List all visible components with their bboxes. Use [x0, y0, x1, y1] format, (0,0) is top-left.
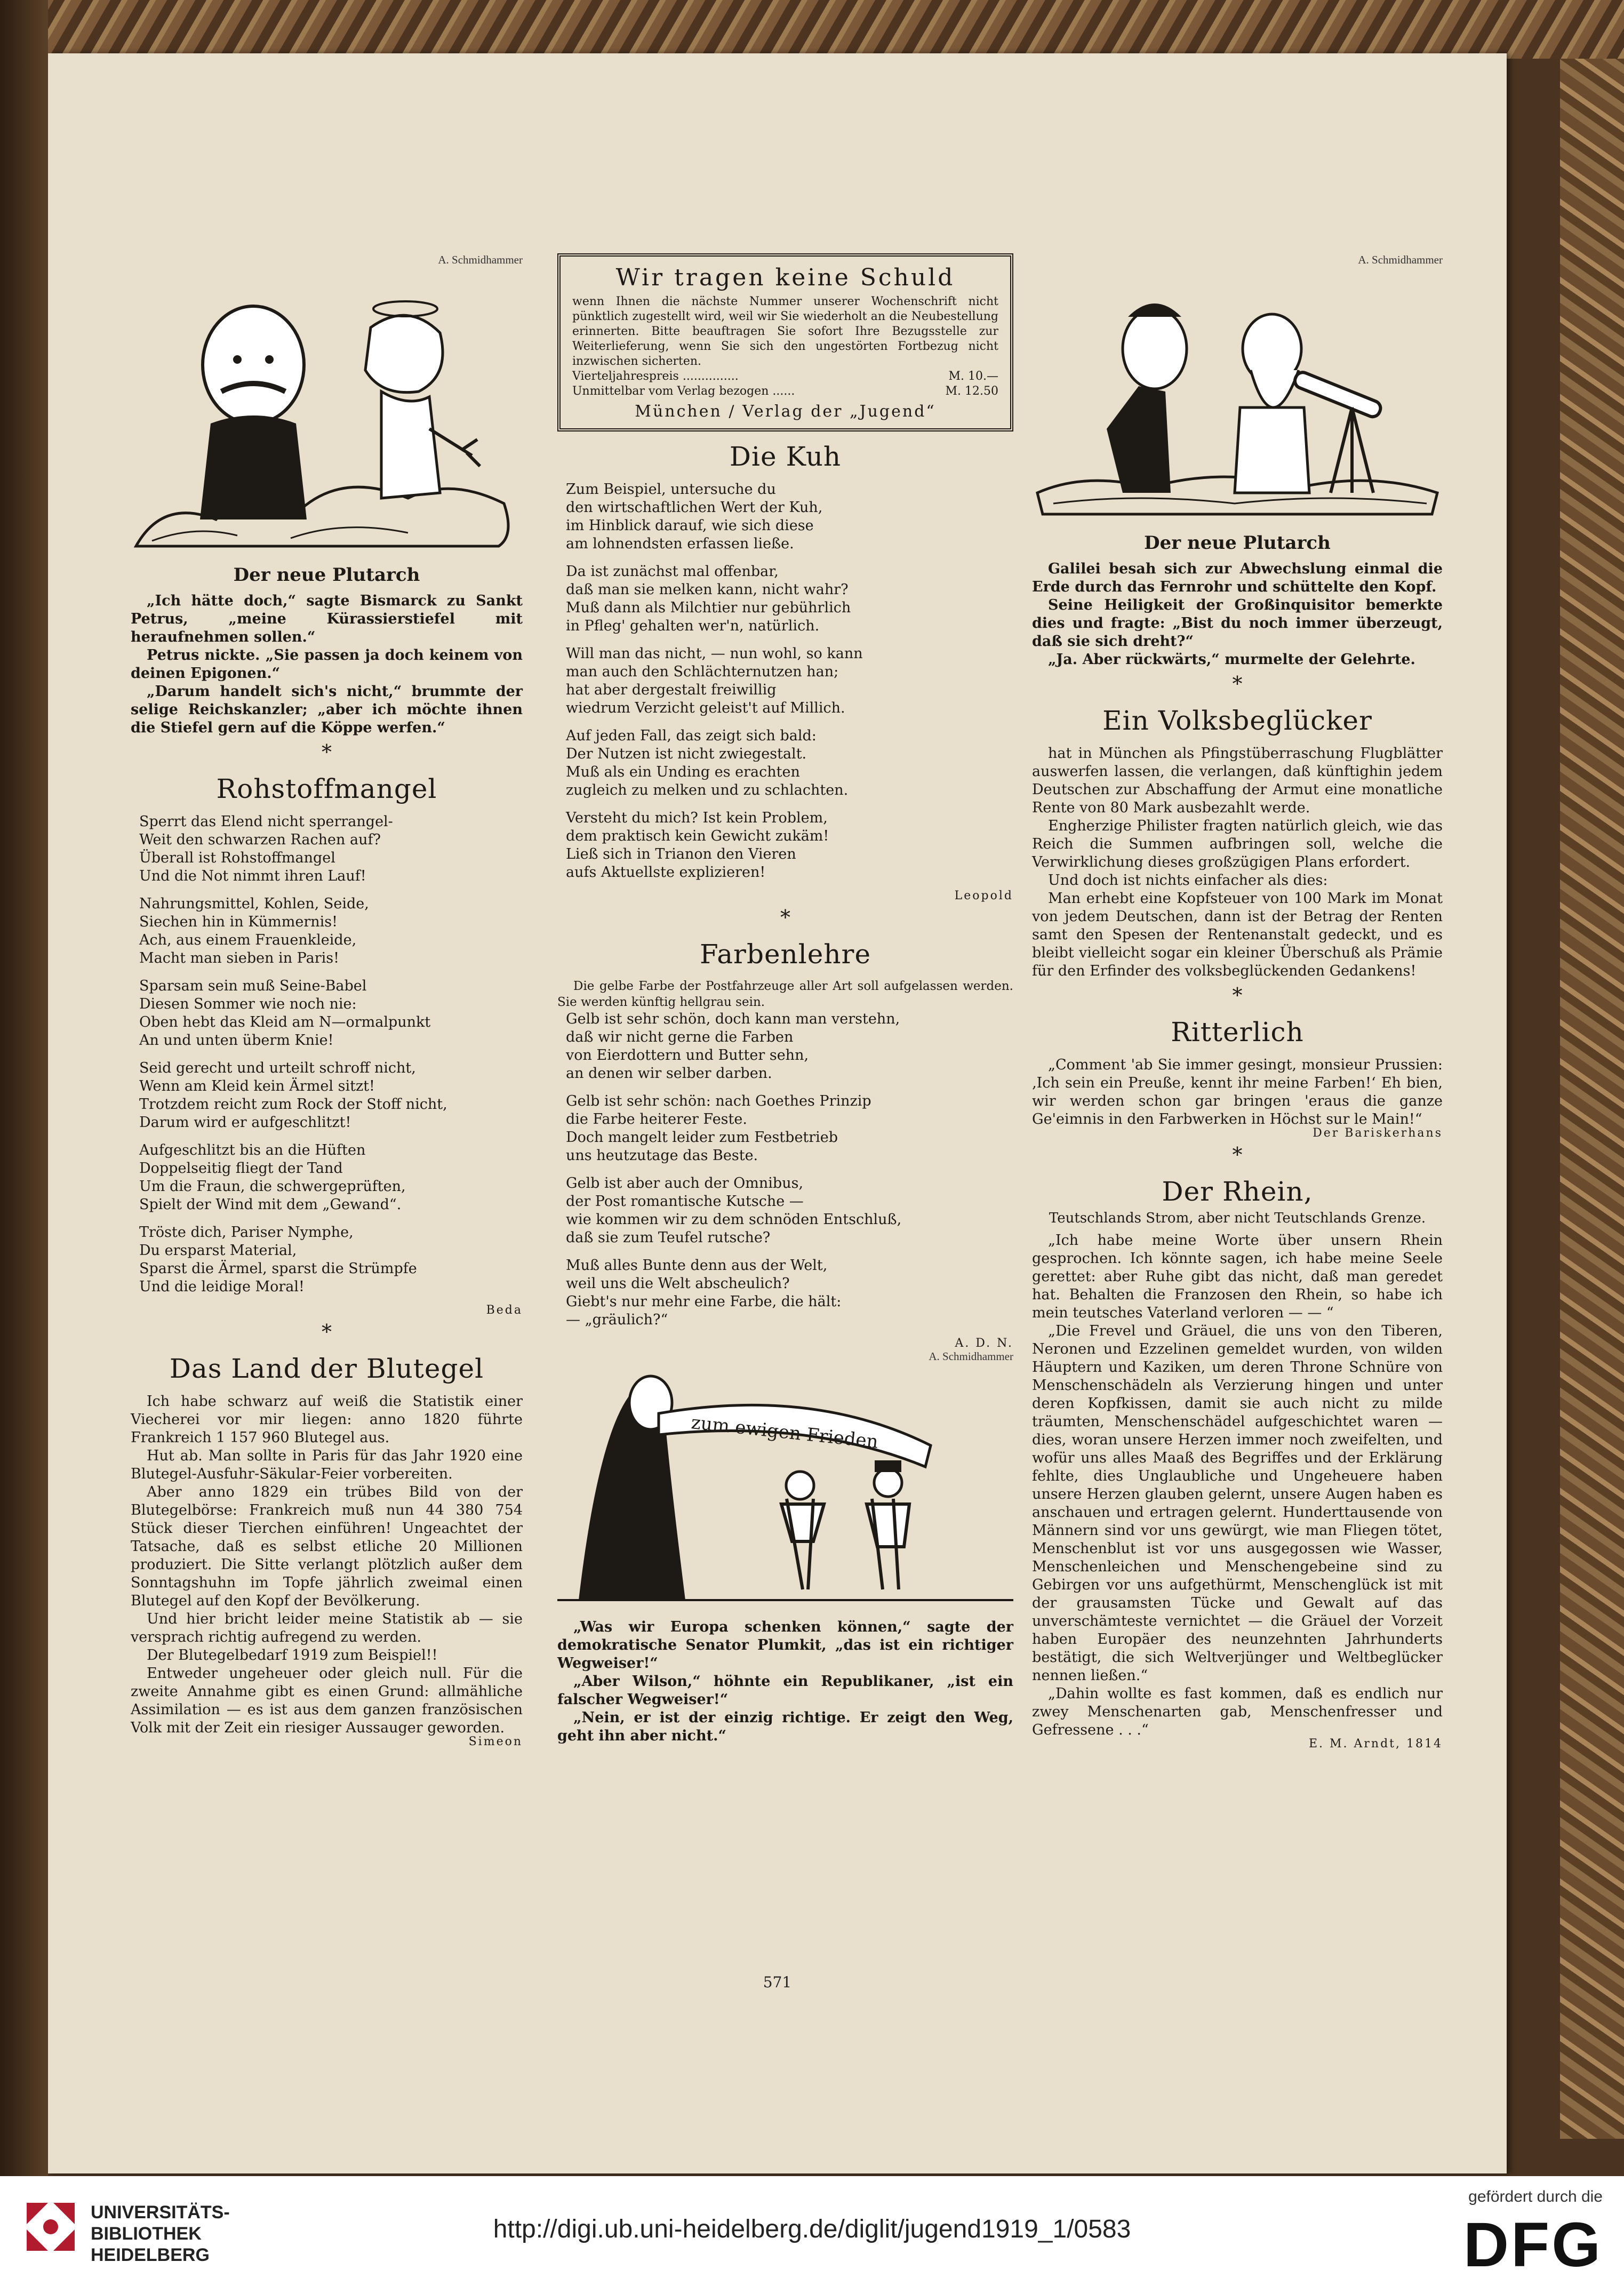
- article-paragraph: Und hier bricht leider meine Statistik ab — sie versprach richtig aufregend zu werden.: [131, 1611, 523, 1645]
- university-library-name: UNIVERSITÄTS- BIBLIOTHEK HEIDELBERG: [91, 2202, 230, 2265]
- author-signature: Der Bariskerhans: [1313, 1126, 1443, 1140]
- article-title: Rohstoffmangel: [216, 773, 437, 804]
- article-paragraph: Hut ab. Man sollte in Paris für das Jahr 1920 eine Blutegel-Ausfuhr-Säkular-Feier vorbereiten.: [131, 1448, 523, 1482]
- author-signature: Simeon: [468, 1735, 523, 1748]
- poem-stanza: Sperrt das Elend nicht sperrangel- Weit den schwarzen Rachen auf? Überall ist Rohstoffmangel Und die Not nimmt ihren Lauf!: [139, 813, 393, 884]
- article-subtitle: Teutschlands Strom, aber nicht Teutschlands Grenze.: [1049, 1210, 1426, 1226]
- anecdote-paragraph: „Darum handelt sich's nicht,“ brummte der selige Reichskanzler; „aber ich möchte ihnen die Stiefel gern auf die Köppe werfen.“: [131, 683, 523, 736]
- page-number: 571: [763, 1973, 792, 1991]
- marbled-binding-edge: [1560, 59, 1624, 2139]
- section-divider: *: [1232, 984, 1243, 1007]
- poem-stanza: Muß alles Bunte denn aus der Welt, weil uns die Welt abscheulich? Giebt's nur mehr eine Farbe, die hält: — „gräulich?“: [566, 1257, 842, 1328]
- column-right: [1032, 253, 1443, 1751]
- author-signature: Beda: [486, 1304, 523, 1317]
- anecdote-paragraph: Petrus nickte. „Sie passen ja doch keinem von deinen Epigonen.“: [131, 647, 523, 682]
- signpost-banner-text: zum ewigen Frieden: [690, 1412, 879, 1453]
- cartoon-caption: „Aber Wilson,“ höhnte ein Republikaner, „ist ein falscher Wegweiser!“: [557, 1673, 1013, 1708]
- galilei-cartoon: [1032, 269, 1443, 519]
- wilson-signpost-cartoon: [557, 1365, 1013, 1611]
- article-paragraph: Entweder ungeheuer oder gleich null. Für die zweite Annahme gibt es einen Grund: allmähliche Assimilation — es ist aus dem ganzen französischen Volk mit der Zeit ein riesiger Aussauger geworden.: [131, 1665, 523, 1736]
- notice-title: Wir tragen keine Schuld: [615, 264, 955, 291]
- article-title: Die Kuh: [729, 441, 842, 472]
- anecdote-paragraph: „Ja. Aber rückwärts,“ murmelte der Gelehrte.: [1048, 651, 1415, 668]
- notice-text: wenn Ihnen die nächste Nummer unserer Wochenschrift nicht pünktlich zugestellt wird, weil wir Sie wiederholt an die Neubestellung erinnerten. Bitte beauftragen Sie sofort Ihre Bezugsstelle zur Weiterlieferung, wenn Sie sich den ungestörten Fortbezug nicht inzwischen sicherten.: [572, 295, 998, 368]
- column-middle: [557, 253, 1013, 1745]
- article-title: Ritterlich: [1171, 1017, 1304, 1048]
- dfg-logo: DFG: [1463, 2210, 1603, 2280]
- section-divider: *: [1232, 1143, 1243, 1166]
- article-paragraph: Engherzige Philister fragten natürlich gleich, wie das Reich die Summen aufbringen soll, welche die Verwirklichung dieses großzügigen Plans erfordert.: [1032, 818, 1443, 870]
- funding-note: gefördert durch die: [1468, 2188, 1603, 2205]
- article-paragraph: „Die Frevel und Gräuel, die uns von den Tiberen, Neronen und Ezzelinen gemeldet wurden, von wilden Häuptern und Kaziken, um deren Throne Schnüre von Menschenschädeln als Verzierung hingen und unter deren Kopfkissen, damit sie auch nicht zu milde träumten, Menschenschädel aufgeschichtet waren — dies, woran unsere Herzen immer noch zweifelten, und wofür uns alles Maaß des Begriffes und der Erklärung fehlte, dies Unglaubliche und Ungeheuere haben unsere Herzen glauben gelernt, unsere Augen haben es anschauen und ertragen gelernt. Hunderttausende von Männern sind vor uns gewürgt, wie man Fliegen tötet, Menschenblut ist vor uns ausgegossen wie Wasser, Menschenleichen und Menschengebeine sind zu Gebirgen vor uns aufgethürmt, Menschenglück ist mit der grausamsten Tücke und Gewalt auf das unverschämteste vernichtet — die Gräuel der Vorzeit haben Europäer des neunzehnten Jahrhunderts bestätigt, die sich Weltverjünger und Weltbeglücker nennen ließen.“: [1032, 1323, 1443, 1684]
- poem-stanza: Seid gerecht und urteilt schroff nicht, Wenn am Kleid kein Ärmel sitzt! Trotzdem reicht zum Rock der Stoff nicht, Darum wird er aufgeschlitzt!: [139, 1060, 447, 1131]
- poem-stanza: Gelb ist aber auch der Omnibus, der Post romantische Kutsche — wie kommen wir zu dem schnöden Entschluß, daß sie zum Teufel rutsche?: [566, 1175, 902, 1246]
- bismarck-petrus-cartoon: [131, 269, 523, 551]
- price-line: Vierteljahrespreis ............... M. 10.—: [572, 370, 998, 383]
- poem-stanza: Versteht du mich? Ist kein Problem, dem praktisch kein Gewicht zukäm! Ließ sich in Trianon den Vieren aufs Aktuellste explizieren!: [566, 810, 829, 881]
- article-intro: Die gelbe Farbe der Postfahrzeuge aller Art soll aufgelassen werden. Sie werden künftig hellgrau sein.: [557, 979, 1013, 1009]
- illustrator-credit: A. Schmidhammer: [438, 253, 523, 266]
- article-paragraph: „Comment 'ab Sie immer gesingt, monsieur Prussien: ‚Ich sein ein Preuße, kennt ihr meine Farben!‘ Eh bien, wir werden schon gar bringen 'eraus die ganze Ge'eimnis in den Farbwerken in Höchst sur le Main!“: [1032, 1057, 1443, 1128]
- poem-stanza: Nahrungsmittel, Kohlen, Seide, Siechen hin in Kümmernis! Ach, aus einem Frauenkleide, Macht man sieben in Paris!: [139, 896, 369, 966]
- price-line: Unmittelbar vom Verlag bezogen ...... M. 12.50: [572, 385, 998, 398]
- article-paragraph: Der Blutegelbedarf 1919 zum Beispiel!!: [147, 1647, 438, 1664]
- section-divider: *: [1232, 672, 1243, 696]
- article-paragraph: hat in München als Pfingstüberraschung Flugblätter auswerfen lassen, die verlangen, daß künftighin jedem Deutschen zur Abschaffung der Armut eine monatliche Rente von 80 Mark ausbezahlt werde.: [1032, 745, 1443, 816]
- marbled-binding-top: [43, 0, 1624, 59]
- section-heading: Der neue Plutarch: [1144, 532, 1331, 554]
- illustrator-credit: A. Schmidhammer: [929, 1350, 1013, 1363]
- cartoon-caption: „Nein, er ist der einzig richtige. Er zeigt den Weg, geht ihn aber nicht.“: [557, 1709, 1013, 1744]
- subscription-notice-box: [557, 253, 1013, 431]
- poem-stanza: Gelb ist sehr schön: nach Goethes Prinzip die Farbe heiterer Feste. Doch mangelt leider zum Festbetrieb uns heutzutage das Beste.: [566, 1093, 871, 1164]
- poem-stanza: Da ist zunächst mal offenbar, daß man sie melken kann, nicht wahr? Muß dann als Milchtier nur gebührlich in Pfleg' gehalten wer'n, natürlich.: [566, 563, 851, 634]
- article-paragraph: Ich habe schwarz auf weiß die Statistik einer Viecherei vor mir liegen: anno 1820 führte Frankreich 1 157 960 Blutegel aus.: [131, 1393, 523, 1446]
- article-paragraph: Und doch ist nichts einfacher als dies:: [1048, 872, 1328, 889]
- article-title: Das Land der Blutegel: [169, 1353, 484, 1384]
- cartoon-caption: „Was wir Europa schenken können,“ sagte der demokratische Senator Plumkit, „das ist ein richtiger Wegweiser!“: [557, 1619, 1013, 1672]
- anecdote-paragraph: „Ich hätte doch,“ sagte Bismarck zu Sankt Petrus, „meine Kürassierstiefel mit heraufnehmen sollen.“: [131, 593, 523, 645]
- publisher-line: München / Verlag der „Jugend“: [635, 402, 936, 421]
- author-signature: Leopold: [954, 889, 1013, 902]
- poem-stanza: Auf jeden Fall, das zeigt sich bald: Der Nutzen ist nicht zwiegestalt. Muß als ein Unding es erachten zugleich zu melken und zu schlachten.: [566, 728, 849, 798]
- anecdote-paragraph: Galilei besah sich zur Abwechslung einmal die Erde durch das Fernrohr und schüttelte den Kopf.: [1032, 561, 1443, 595]
- viewer-footer: [0, 2176, 1624, 2286]
- book-spine-edge: [0, 0, 48, 2176]
- illustrator-credit: A. Schmidhammer: [1358, 253, 1443, 266]
- article-title: Der Rhein,: [1162, 1176, 1313, 1207]
- article-paragraph: Aber anno 1829 ein trübes Bild von der Blutegelbörse: Frankreich muß nun 44 380 754 Stück dieser Tierchen einführen! Ungeachtet der Tatsache, daß es selbst etliche 20 Millionen produziert. Die Sitte verlangt plötzlich außer dem Sonntagshuhn im Topfe jährlich zweimal einen Blutegel auf den Kopf der Bevölkerung.: [131, 1484, 523, 1609]
- poem-stanza: Gelb ist sehr schön, doch kann man verstehn, daß wir nicht gerne die Farben von Eierdottern und Butter sehn, an denen wir selber darben.: [566, 1011, 900, 1082]
- section-divider: *: [780, 906, 790, 929]
- section-divider: *: [322, 740, 332, 764]
- poem-stanza: Tröste dich, Pariser Nymphe, Du ersparst Material, Sparst die Ärmel, sparst die Strümpfe Und die leidige Moral!: [139, 1224, 417, 1295]
- article-paragraph: „Dahin wollte es fast kommen, daß es endlich nur zwey Menschenarten gab, Menschenfresser und Gefressene . . .“: [1032, 1685, 1443, 1738]
- author-signature: E. M. Arndt, 1814: [1308, 1737, 1443, 1751]
- poem-stanza: Sparsam sein muß Seine-Babel Diesen Sommer wie noch nie: Oben hebt das Kleid am N—ormalpunkt An und unten überm Knie!: [139, 978, 431, 1049]
- column-left: [131, 253, 523, 1748]
- article-title: Farbenlehre: [699, 939, 871, 970]
- poem-stanza: Will man das nicht, — nun wohl, so kann man auch den Schlächternutzen han; hat aber dergestalt freiwillig wiedrum Verzicht geleist't auf Millich.: [566, 645, 863, 716]
- poem-stanza: Zum Beispiel, untersuche du den wirtschaftlichen Wert der Kuh, im Hinblick darauf, wie sich diese am lohnendsten erfassen ließe.: [566, 481, 823, 552]
- section-heading: Der neue Plutarch: [233, 564, 420, 586]
- article-paragraph: „Ich habe meine Worte über unsern Rhein gesprochen. Ich könnte sagen, ich habe meine Seele gerettet: aber Ruhe gibt das nicht, daß man geredet hat. Behalten die Franzosen den Rhein, so habe ich mein teutsches Vaterland verloren — — “: [1032, 1232, 1443, 1321]
- poem-stanza: Aufgeschlitzt bis an die Hüften Doppelseitig fliegt der Tand Um die Fraun, die schwergeprüften, Spielt der Wind mit dem „Gewand“.: [139, 1142, 406, 1213]
- document-url-link[interactable]: http://digi.ub.uni-heidelberg.de/diglit/jugend1919_1/0583: [493, 2215, 1131, 2243]
- anecdote-paragraph: Seine Heiligkeit der Großinquisitor bemerkte dies und fragte: „Bist du noch immer überzeugt, daß sie sich dreht?“: [1032, 597, 1443, 650]
- magazine-page: [48, 53, 1507, 2173]
- article-title: Ein Volksbeglücker: [1102, 705, 1372, 736]
- article-paragraph: Man erhebt eine Kopfsteuer von 100 Mark im Monat von jedem Deutschen, dann ist der Betrag der Renten samt den Spesen der Rentenanstalt gedeckt, und es bleibt vielleicht sogar ein kleiner Überschuß als Prämie für den Erfinder des volksbeglückenden Gedankens!: [1032, 890, 1443, 979]
- author-signature: A. D. N.: [955, 1337, 1013, 1350]
- section-divider: *: [322, 1320, 332, 1344]
